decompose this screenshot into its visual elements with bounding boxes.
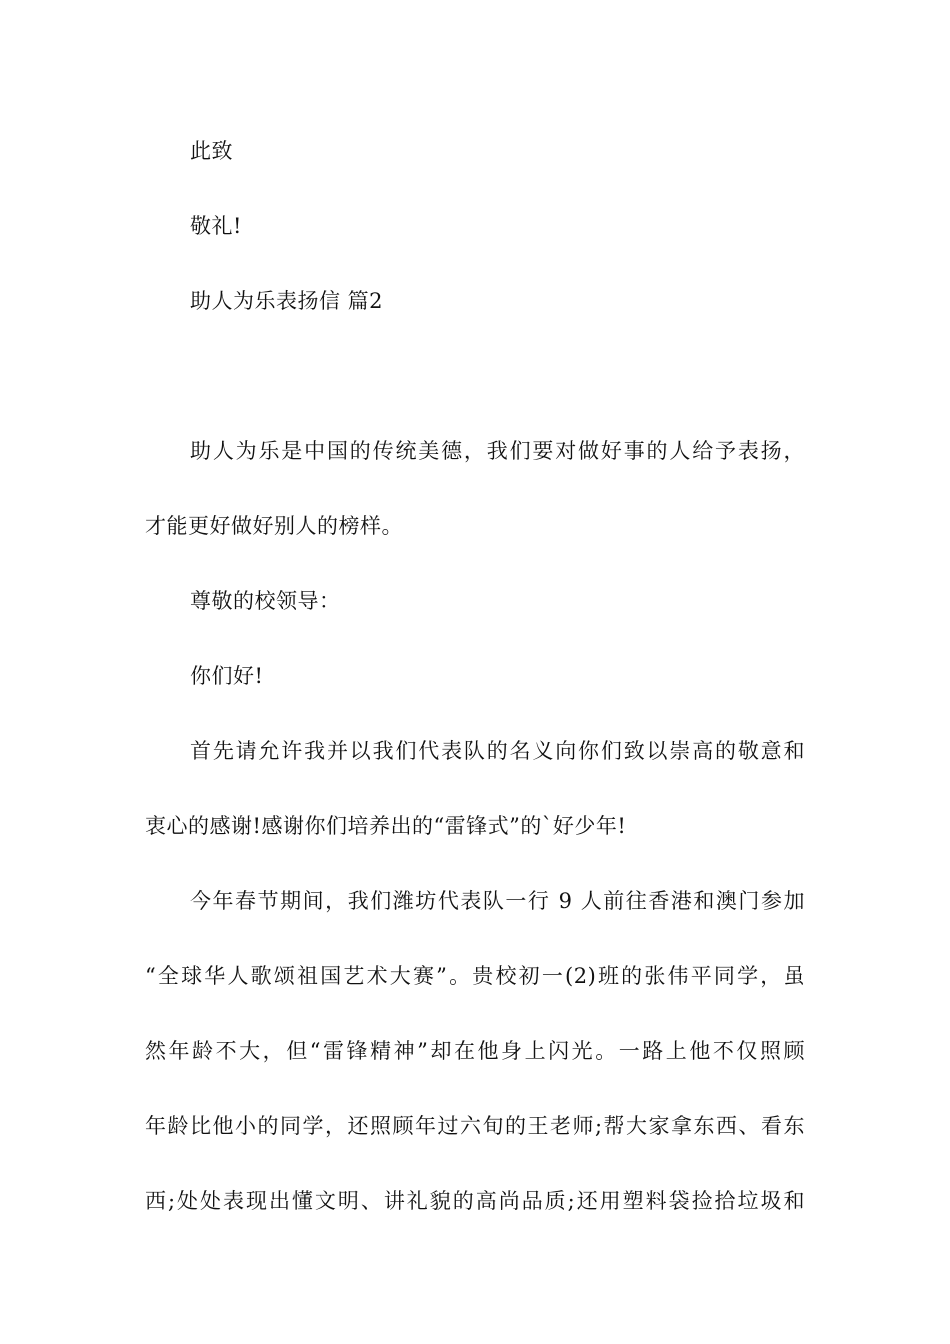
salutation-line: 尊敬的校领导：	[190, 589, 341, 613]
paragraph-line: 助人为乐是中国的传统美德，我们要对做好事的人给予表扬，	[190, 439, 805, 463]
greeting-line: 你们好!	[190, 664, 264, 688]
section-heading: 助人为乐表扬信 篇2	[190, 289, 384, 313]
paragraph-line: 今年春节期间，我们潍坊代表队一行 9 人前往香港和澳门参加	[190, 889, 805, 913]
salute-line: 敬礼!	[190, 214, 242, 238]
paragraph-line: 然年龄不大，但“雷锋精神”却在他身上闪光。一路上他不仅照顾	[145, 1039, 805, 1063]
paragraph-line: 首先请允许我并以我们代表队的名义向你们致以崇高的敬意和	[190, 739, 805, 763]
paragraph-line: 西;处处表现出懂文明、讲礼貌的高尚品质;还用塑料袋捡拾垃圾和	[145, 1189, 805, 1213]
paragraph-line: 衷心的感谢!感谢你们培养出的“雷锋式”的`好少年!	[145, 814, 627, 838]
paragraph-line: 年龄比他小的同学，还照顾年过六旬的王老师;帮大家拿东西、看东	[145, 1114, 805, 1138]
paragraph-line: “全球华人歌颂祖国艺术大赛”。贵校初一(2)班的张伟平同学，虽	[145, 964, 805, 988]
paragraph-line: 才能更好做好别人的榜样。	[145, 514, 403, 538]
closing-line: 此致	[190, 139, 233, 163]
